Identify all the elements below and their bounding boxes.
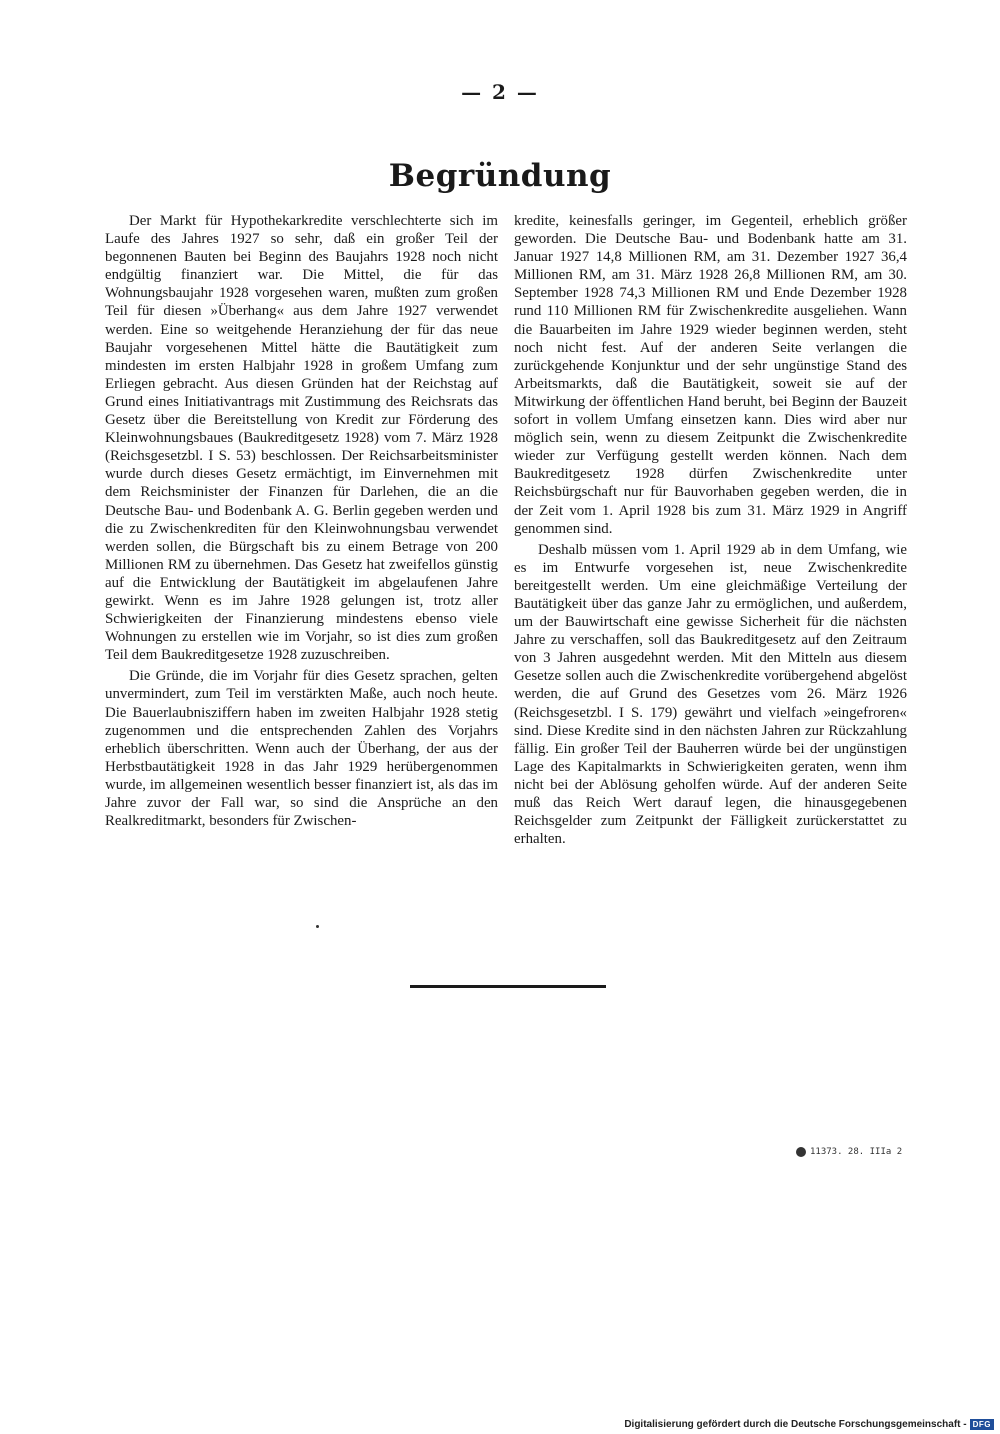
printer-seal-icon — [796, 1147, 806, 1157]
digitization-credit-text: Digitalisierung gefördert durch die Deutsche Forschungsgemeinschaft - — [624, 1419, 967, 1430]
paragraph: Die Gründe, die im Vorjahr für dies Gesetz sprachen, gelten unvermindert, zum Teil im verstärkten Maße, auch noch heute. Die Bauerlaubnisziffern haben im zweiten Halbjahr 1928 stetig zugenommen und die entsprechenden Zahlen des Vorjahrs erheblich überschritten. Wenn auch der Überhang, der aus der Herbstbautätigkeit 1928 in das Jahr 1929 herübergenommen wurde, im allgemeinen wesentlich besser finanziert ist, als das im Jahre zuvor der Fall war, so sind die Ansprüche an den Realkreditmarkt, besonders für Zwischen- — [105, 668, 498, 830]
printer-mark — [796, 1147, 902, 1157]
section-title: Begründung — [388, 158, 612, 194]
printer-mark-text: 11373. 28. IIIa 2 — [810, 1147, 903, 1157]
paragraph-continued: kredite, keinesfalls geringer, im Gegenteil, erheblich größer geworden. Die Deutsche Bau- und Bodenbank hatte am 31. Januar 1927 14,8 Millionen RM, am 31. Dezember 1927 36,4 Millionen RM, am 31. März 1928 26,8 Millionen RM, am 30. September 1928 74,3 Millionen RM und Ende Dezember 1928 rund 110 Millionen RM für Zwischenkredite ausgeliehen. Wann die Bauarbeiten im Jahre 1929 wieder beginnen werden, steht noch nicht fest. Auf der anderen Seite verlangen die zurückgehende Konjunktur und der sehr ungünstige Stand des Arbeitsmarkts, daß die Bautätigkeit, soweit sie auf der Mitwirkung der öffentlichen Hand beruht, bei Beginn der Bauzeit sofort in vollem Umfang einsetzen kann. Dies wird aber nur möglich sein, wenn zu diesem Zeitpunkt die Zwischenkredite wieder zur Verfügung gestellt werden können. Nach dem Baukreditgesetz 1928 dürfen Zwischenkredite unter Reichsbürgschaft nur für Bauvorhaben gegeben werden, die in der Zeit vom 1. April 1928 bis zum 31. März 1929 in Angriff genommen sind. — [514, 213, 907, 537]
paragraph: Der Markt für Hypothekarkredite verschlechterte sich im Laufe des Jahres 1927 so sehr, daß ein großer Teil der begonnenen Bauten bei Beginn des Baujahrs 1928 noch nicht endgültig finanziert war. Die Mittel, die für das Wohnungsbaujahr 1928 vorgesehen waren, mußten zum großen Teil für diesen »Überhang« aus dem Jahre 1927 verwendet werden. Eine so weitgehende Heranziehung der für das neue Baujahr vorgesehenen Mittel hätte die Bautätigkeit zum mindesten im ersten Halbjahr 1928 in großem Umfang zum Erliegen gebracht. Aus diesen Gründen hat der Reichstag auf Grund eines Initiativantrags mit Zustimmung des Reichsrats das Gesetz über die Bereitstellung von Kredit zur Förderung des Kleinwohnungsbaues (Baukreditgesetz 1928) vom 7. März 1928 (Reichsgesetzbl. I S. 53) beschlossen. Der Reichsarbeitsminister wurde durch dieses Gesetz ermächtigt, im Einvernehmen mit dem Reichsminister der Finanzen für Darlehen, die an die Deutsche Bau- und Bodenbank A. G. Berlin gegeben werden und die zu Zwischenkrediten für den Kleinwohnungsbau verwendet werden sollen, die Bürgschaft bis zu einem Betrage von 200 Millionen RM zu übernehmen. Das Gesetz hat zweifellos günstig auf die Entwicklung der Bautätigkeit im abgelaufenen Jahre gewirkt. Wenn es im Jahre 1928 gelungen ist, trotz aller Schwierigkeiten der Finanzierung mindestens ebenso viele Wohnungen zu erstellen wie im Vorjahr, so ist dies zum großen Teil dem Baukreditgesetze 1928 zuzuschreiben. — [105, 213, 498, 664]
right-text-column — [514, 212, 907, 848]
left-text-column — [105, 212, 498, 830]
page-number: — 2 — — [461, 80, 539, 104]
print-speck — [316, 925, 319, 928]
dfg-logo-icon: DFG — [970, 1419, 994, 1430]
digitization-credit — [624, 1419, 994, 1430]
end-rule — [410, 985, 606, 988]
paragraph: Deshalb müssen vom 1. April 1929 ab in dem Umfang, wie es im Entwurfe vorgesehen ist, neue Zwischenkredite bereitgestellt werden. Um eine gleichmäßige Verteilung der Bautätigkeit über das ganze Jahr zu ermöglichen, und außerdem, um der Bauwirtschaft eine gewisse Sicherheit für die nächsten Jahre zu verschaffen, soll das Baukreditgesetz auf den Zeitraum von 3 Jahren ausgedehnt werden. Mit den Mitteln aus diesem Gesetze sollen auch die Zwischenkredite vorübergehend abgelöst werden, die auf Grund des Gesetzes vom 26. März 1926 (Reichsgesetzbl. I S. 179) gewährt und vielfach »eingefroren« sind. Diese Kredite sind in den nächsten Jahren zur Rückzahlung fällig. Ein großer Teil der Bauherren würde bei der ungünstigen Lage des Kapitalmarkts in Schwierigkeiten geraten, wenn ihm nicht bei der Ablösung geholfen würde. Auf der anderen Seite muß das Reich Wert darauf legen, die hinausgegebenen Reichsgelder zum Zeitpunkt der Fälligkeit zurückerstattet zu erhalten. — [514, 541, 907, 848]
